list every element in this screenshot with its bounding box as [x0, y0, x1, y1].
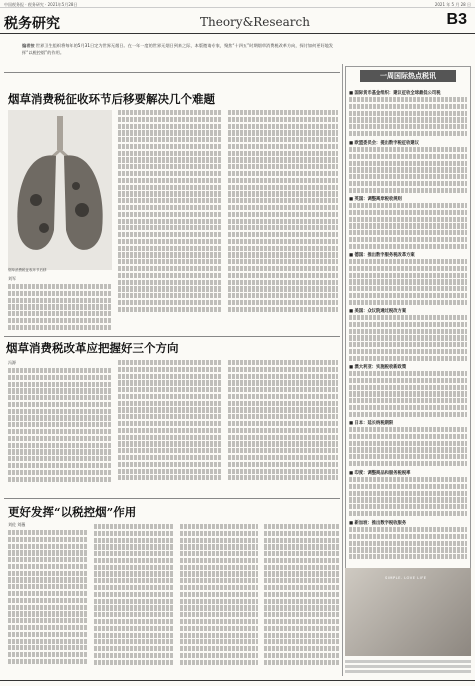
editor-note-text: 世界卫生组织将每年的5月31日定为世界无烟日。在一年一度的世界无烟日到来之际，本版邀请专家，聚焦“十四五”时期烟草消费税改革方向，探讨如何更好地发挥“以税控烟”的作用。 [22, 43, 334, 55]
sidebar-news-body [349, 427, 467, 467]
sidebar-news-title: ■ 国际货币基金组织：建议征收全球最低公司税 [349, 91, 441, 96]
page-header [0, 9, 475, 34]
page-number: B3 [446, 11, 467, 28]
column-divider [342, 64, 343, 676]
article-headline: 更好发挥“以税控烟”作用 [8, 505, 137, 519]
sidebar-news-title: ■ 德国：推出数字服务税改革方案 [349, 253, 415, 258]
sidebar-banner: 一周国际热点税讯 [360, 70, 456, 82]
sidebar-news-title: ■ 新加坡：推出数字税收服务 [349, 521, 407, 526]
article-body [228, 360, 338, 496]
sidebar-news-body [349, 315, 467, 361]
sidebar-news-body [349, 203, 467, 249]
editor-note [22, 42, 342, 56]
article-body [8, 368, 112, 496]
sidebar-photo-caption: SIMPLE. LOVE LIFE [385, 576, 427, 580]
sidebar-news-body [349, 259, 467, 305]
divider [4, 498, 340, 499]
divider [4, 336, 340, 337]
article-body [264, 524, 340, 676]
top-info-right: 2021 年 5 月 28 日 [434, 2, 471, 7]
sidebar-news-title: ■ 欧盟委员会：提出数字税征收建议 [349, 141, 420, 146]
article-byline: 刘佐 刘薇 [8, 522, 26, 527]
section-english-title: Theory&Research [200, 15, 310, 29]
sidebar-photo [345, 568, 471, 656]
sidebar-news-title: ■ 日本：延长纳税期限 [349, 421, 394, 426]
sidebar-news-title: ■ 澳大利亚：实施税收新政策 [349, 365, 407, 370]
sidebar-news-body [349, 371, 467, 417]
lung-illustration [8, 110, 112, 270]
top-info-bar [0, 0, 475, 8]
sidebar-news-title: ■ 印度：调整商品和服务税税率 [349, 471, 411, 476]
sidebar-news-title: ■ 美国：众议院通过税改方案 [349, 309, 407, 314]
article-headline: 烟草消费税征收环节后移要解决几个难题 [8, 92, 215, 106]
photo-caption: 烟草消费税征收环节后移 [8, 268, 47, 272]
lung-icon [8, 110, 112, 270]
article-body [8, 284, 112, 334]
article-body [8, 530, 88, 676]
article-body [94, 524, 174, 676]
article-body [228, 110, 338, 334]
sidebar-news-title: ■ 英国：调整离岸税收规则 [349, 197, 402, 202]
divider [4, 72, 340, 73]
article-byline: 刘军 [8, 276, 16, 281]
article-body [118, 110, 222, 334]
editor-note-label: 编者按 [22, 43, 35, 48]
article-body [118, 360, 222, 496]
sidebar-news-body [349, 527, 467, 565]
article-byline: 冯源 [8, 360, 16, 365]
photo-footnote [345, 660, 471, 673]
article-body [180, 524, 258, 676]
sidebar-news-body [349, 147, 467, 193]
top-info-left: 中国税务报 · 税务研究 · 2021年5月28日 [4, 2, 78, 7]
section-title: 税务研究 [4, 16, 60, 32]
sidebar-news-body [349, 477, 467, 517]
article-headline: 烟草消费税改革应把握好三个方向 [6, 341, 179, 355]
page-bottom-rule [0, 680, 475, 681]
sidebar-news-body [349, 97, 467, 137]
